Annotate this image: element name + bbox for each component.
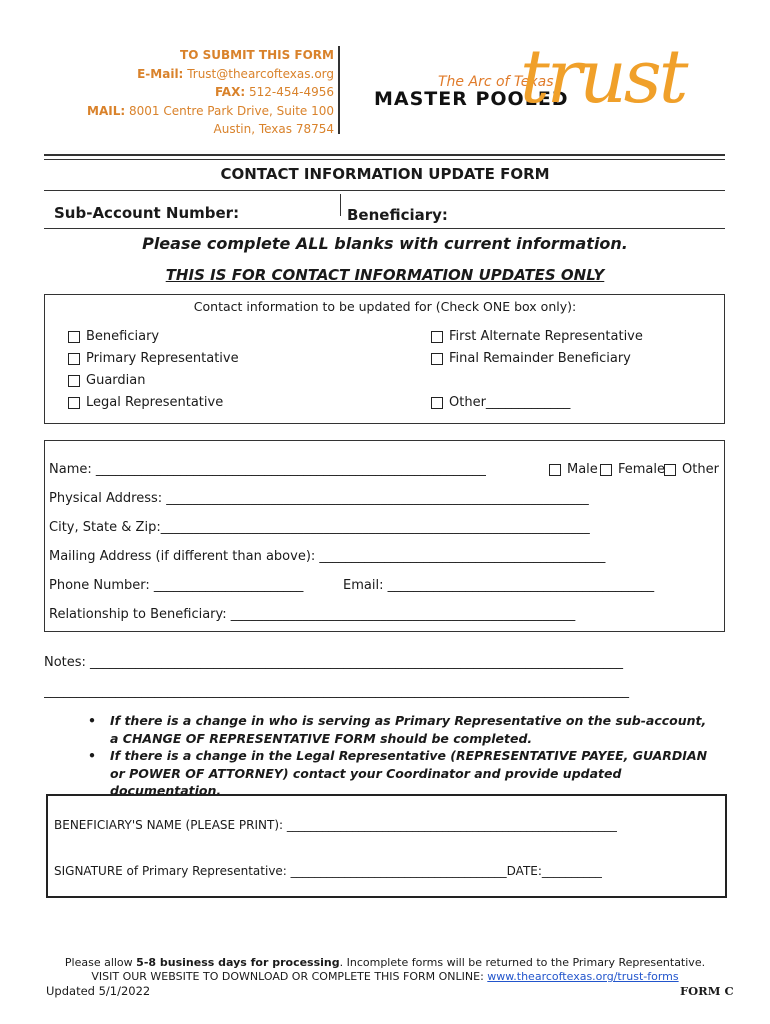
phone-field[interactable]: Phone Number: _______________________ xyxy=(49,578,304,593)
website-note xyxy=(0,970,770,983)
processing-note xyxy=(0,956,770,969)
logo-arc-text: The Arc of Texas xyxy=(438,74,554,90)
fax-label: FAX: xyxy=(214,85,246,99)
logo-trust: trust xyxy=(520,34,686,120)
logo-master-pooled: MASTER POOLED xyxy=(374,88,569,110)
gender-female[interactable] xyxy=(600,462,665,477)
website-link[interactable]: www.thearcoftexas.org/trust-forms xyxy=(487,970,679,983)
contact-type-heading: Contact information to be updated for (Check ONE box only): xyxy=(193,299,577,314)
checkbox-other[interactable] xyxy=(431,395,570,410)
updated-date: Updated 5/1/2022 xyxy=(46,984,151,998)
header-divider xyxy=(338,46,340,134)
website-text: VISIT OUR WEBSITE TO DOWNLOAD OR COMPLETE THIS FORM ONLINE: xyxy=(91,970,488,983)
checkbox-icon[interactable] xyxy=(600,464,612,476)
bullet-item: • If there is a change in who is serving as Primary Representative on the sub-account, a CHANGE OF REPRESENTATIVE FORM should be completed. xyxy=(88,712,708,747)
checkbox-icon[interactable] xyxy=(549,464,561,476)
checkbox-icon[interactable] xyxy=(431,397,443,409)
checkbox-first-alternate[interactable] xyxy=(431,329,643,344)
processing-post: . Incomplete forms will be returned to the Primary Representative. xyxy=(339,956,706,969)
sub-account-label: Sub-Account Number: xyxy=(54,204,240,222)
processing-days: 5-8 business days for processing xyxy=(136,956,340,969)
checkbox-guardian[interactable] xyxy=(68,373,145,388)
city-state-zip-field[interactable]: City, State & Zip:__________________________________________________________________ xyxy=(49,520,590,535)
checkbox-final-remainder[interactable] xyxy=(431,351,631,366)
relationship-field[interactable]: Relationship to Beneficiary: _____________________________________________________ xyxy=(49,607,576,622)
checkbox-label: Primary Representative xyxy=(86,351,239,366)
checkbox-label: Other_____________ xyxy=(449,395,571,410)
checkbox-label: Final Remainder Beneficiary xyxy=(449,351,631,366)
checkbox-label: Legal Representative xyxy=(86,395,224,410)
instructions-list xyxy=(88,712,708,800)
checkbox-icon[interactable] xyxy=(68,397,80,409)
submit-title: TO SUBMIT THIS FORM xyxy=(180,48,334,62)
title-rule-top xyxy=(44,154,725,156)
bullet-item: • If there is a change in the Legal Representative (REPRESENTATIVE PAYEE, GUARDIAN or POWER OF ATTORNEY) contact your Coordinator and provide updated documentation. xyxy=(88,747,708,800)
checkbox-icon[interactable] xyxy=(431,331,443,343)
title-rule-bottom xyxy=(44,190,725,191)
mail-line2: Austin, Texas 78754 xyxy=(213,122,334,136)
mail-line1: 8001 Centre Park Drive, Suite 100 xyxy=(128,103,334,118)
email-field[interactable]: Email: _________________________________________ xyxy=(343,578,655,593)
beneficiary-label: Beneficiary: xyxy=(347,206,448,224)
physical-address-field[interactable]: Physical Address: _________________________________________________________________ xyxy=(49,491,589,506)
checkbox-label: Guardian xyxy=(86,373,146,388)
notes-field[interactable]: Notes: __________________________________________________________________________________ xyxy=(44,655,624,670)
subaccount-rule xyxy=(44,228,725,229)
title-rule-top2 xyxy=(44,159,725,160)
gender-label: Female xyxy=(618,462,666,477)
signature-date-field[interactable]: SIGNATURE of Primary Representative: ____________________________________DATE:__________ xyxy=(54,864,602,878)
gender-male[interactable] xyxy=(549,462,598,477)
checkbox-label: Beneficiary xyxy=(86,329,160,344)
updates-only-text: THIS IS FOR CONTACT INFORMATION UPDATES ONLY xyxy=(165,266,605,284)
form-title: CONTACT INFORMATION UPDATE FORM xyxy=(220,165,550,183)
checkbox-icon[interactable] xyxy=(68,331,80,343)
name-field[interactable]: Name: ____________________________________________________________ xyxy=(49,462,486,477)
checkbox-icon[interactable] xyxy=(68,375,80,387)
gender-label: Male xyxy=(567,462,598,477)
mail-label: MAIL: xyxy=(87,103,126,118)
notes-field-line2[interactable]: __________________________________________________________________________________________ xyxy=(44,684,629,699)
submit-email[interactable]: Trust@thearcoftexas.org xyxy=(187,66,334,81)
mailing-address-field[interactable]: Mailing Address (if different than above): ____________________________________________ xyxy=(49,549,606,564)
checkbox-label: First Alternate Representative xyxy=(449,329,643,344)
beneficiary-name-field[interactable]: BENEFICIARY'S NAME (PLEASE PRINT): _______________________________________________________ xyxy=(54,818,617,832)
signature-box xyxy=(46,794,727,898)
gender-other[interactable] xyxy=(664,462,719,477)
instruction-text: Please complete ALL blanks with current information. xyxy=(142,234,628,253)
checkbox-beneficiary[interactable] xyxy=(68,329,159,344)
submit-fax: 512-454-4956 xyxy=(248,85,334,99)
checkbox-icon[interactable] xyxy=(68,353,80,365)
form-id: FORM C xyxy=(680,984,734,998)
checkbox-icon[interactable] xyxy=(431,353,443,365)
field-divider xyxy=(340,194,341,216)
processing-pre: Please allow xyxy=(64,956,137,969)
checkbox-legal-representative[interactable] xyxy=(68,395,223,410)
checkbox-primary-representative[interactable] xyxy=(68,351,239,366)
submit-info xyxy=(87,46,334,139)
email-label: E-Mail: xyxy=(137,66,184,81)
gender-label: Other xyxy=(682,462,719,477)
checkbox-icon[interactable] xyxy=(664,464,676,476)
